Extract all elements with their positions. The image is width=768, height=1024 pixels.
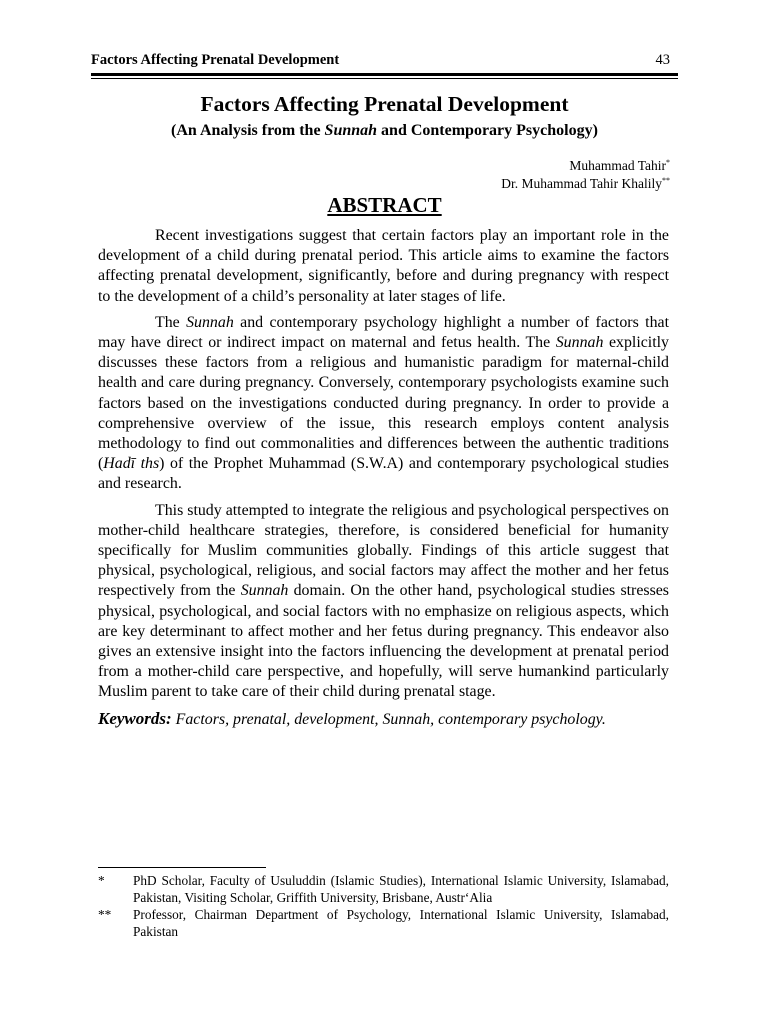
- author-1: [501, 157, 670, 175]
- footnote-mark: **: [98, 907, 112, 922]
- italic-term: Hadī ths: [103, 455, 160, 473]
- keywords-list: Factors, prenatal, development, Sunnah, contemporary psychology.: [175, 710, 606, 728]
- text-run: This study attempted to integrate the religious and psychological perspectives on mother-child healthcare strategies, therefore, is considered beneficial for humanity specifically for Muslim communities globally. Findings of this article suggest that physical, psychological, religious, and social factors may affect the mother and her fetus respectively from the: [98, 501, 669, 600]
- text-run: The: [155, 313, 187, 331]
- text-run: ) of the Prophet Muhammad (S.W.A) and contemporary psychological studies and research.: [98, 455, 669, 493]
- abstract-heading: ABSTRACT: [327, 193, 442, 217]
- running-title: Factors Affecting Prenatal Development: [91, 52, 340, 68]
- footnotes: [98, 872, 669, 940]
- running-header: [91, 52, 670, 69]
- text-run: domain. On the other hand, psychological studies stresses physical, psychological, and social factors with no emphasize on religious aspects, which are key determinant to affect mother and her fetus during pregnancy. This endeavor also gives an extensive insight into the factors influencing the development at prenatal period from a mother-child care perspective, and hopefully, will serve humankind particularly Muslim parent to take care of their child during prenatal stage.: [98, 582, 669, 701]
- keywords-label: [98, 709, 172, 728]
- keywords-colon: :: [166, 708, 172, 728]
- italic-term: Sunnah: [555, 334, 604, 352]
- footnote-1: [98, 872, 669, 906]
- author-name: Dr. Muhammad Tahir Khalily: [501, 176, 662, 191]
- header-rule-thick: [91, 73, 678, 76]
- keywords-line: [98, 709, 669, 730]
- italic-term: Sunnah: [186, 313, 234, 331]
- italic-term: Sunnah: [240, 582, 289, 600]
- subtitle-pre: (An Analysis from the: [171, 122, 325, 139]
- footnote-2: [98, 906, 669, 940]
- abstract-body: [98, 226, 669, 736]
- footnote-text: PhD Scholar, Faculty of Usuluddin (Islamic Studies), International Islamic University, Islamabad, Pakistan, Visiting Scholar, Griffith University, Brisbane, Austr‘Alia: [133, 873, 669, 905]
- author-name: Muhammad Tahir: [569, 158, 666, 173]
- header-rule-thin: [91, 78, 678, 79]
- footnote-mark: *: [98, 873, 105, 888]
- footnote-text: Professor, Chairman Department of Psychology, International Islamic University, Islamabad, Pakistan: [133, 907, 669, 939]
- author-footnote-mark: **: [662, 176, 670, 185]
- article-subtitle: [91, 122, 678, 140]
- abstract-paragraph-1: Recent investigations suggest that certain factors play an important role in the development of a child during prenatal period. This article aims to examine the factors affecting prenatal development, significantly, before and during pregnancy with respect to the development of a child’s personality at later stages of life.: [98, 227, 669, 305]
- text-run: and contemporary psychology highlight a number of factors that may have direct or indirect impact on maternal and fetus health. The: [98, 313, 669, 352]
- abstract-paragraph-3: [98, 501, 669, 703]
- author-footnote-mark: *: [666, 158, 670, 167]
- page-number: 43: [655, 52, 670, 68]
- subtitle-post: and Contemporary Psychology): [377, 122, 598, 139]
- subtitle-italic: Sunnah: [324, 122, 378, 139]
- text-run: explicitly discusses these factors from a religious and humanistic paradigm for maternal-child health and care during pregnancy. Conversely, contemporary psychologists examine such factors based on the investigations conducted during pregnancy. In order to provide a comprehensive overview of the issue, this research employs content analysis methodology to find out commonalities and differences between the authentic traditions (: [98, 334, 669, 473]
- author-list: [501, 157, 670, 193]
- article-title: Factors Affecting Prenatal Development: [200, 92, 569, 116]
- keywords-label-text: Keywords: [98, 708, 166, 728]
- footnote-separator: [98, 867, 266, 868]
- abstract-paragraph-2: [98, 313, 669, 495]
- author-2: [501, 175, 670, 193]
